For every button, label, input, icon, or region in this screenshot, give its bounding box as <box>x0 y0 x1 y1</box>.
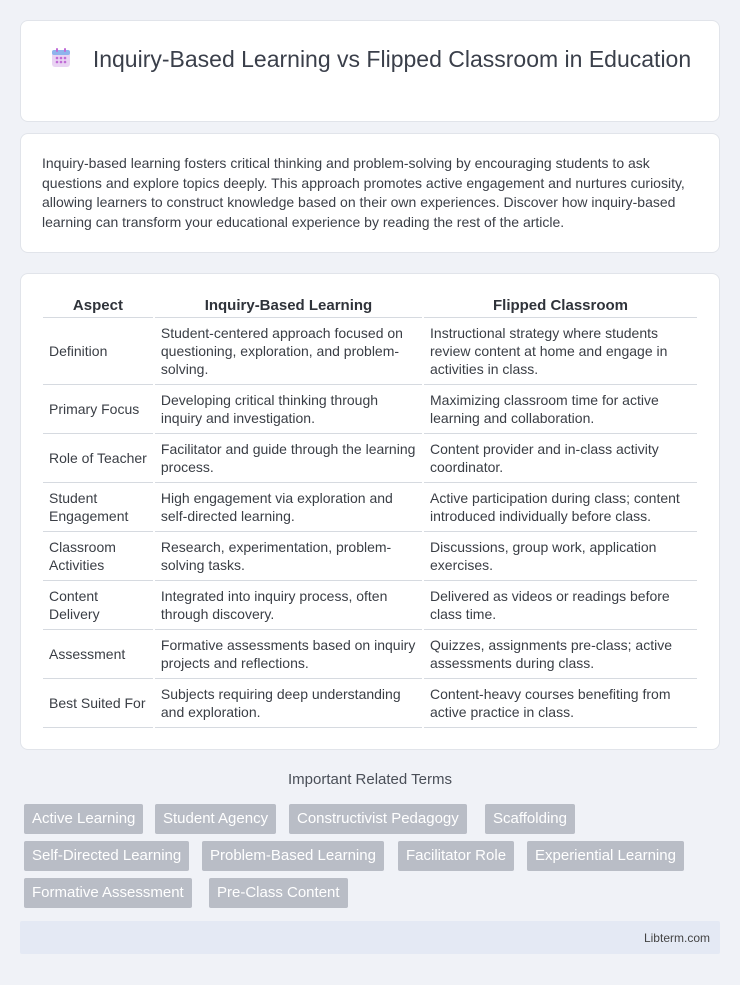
inquiry-cell: Facilitator and guide through the learning process. <box>155 434 422 483</box>
footer-site-link[interactable]: Libterm.com <box>643 931 710 945</box>
header-card <box>20 20 720 122</box>
related-term-tag[interactable]: Problem-Based Learning <box>202 841 384 871</box>
flipped-cell: Active participation during class; content introduced individually before class. <box>424 483 697 532</box>
intro-card <box>20 133 720 253</box>
inquiry-cell: Subjects requiring deep understanding and exploration. <box>155 679 422 728</box>
column-header-flipped: Flipped Classroom <box>424 296 697 318</box>
flipped-cell: Instructional strategy where students review content at home and engage in activities in class. <box>424 318 697 385</box>
inquiry-cell: Student-centered approach focused on questioning, exploration, and problem-solving. <box>155 318 422 385</box>
flipped-cell: Content provider and in-class activity coordinator. <box>424 434 697 483</box>
related-term-tag[interactable]: Constructivist Pedagogy <box>289 804 467 834</box>
inquiry-cell: Formative assessments based on inquiry projects and reflections. <box>155 630 422 679</box>
table-row <box>43 483 697 532</box>
table-row <box>43 318 697 385</box>
inquiry-cell: Integrated into inquiry process, often through discovery. <box>155 581 422 630</box>
aspect-cell: Classroom Activities <box>43 532 153 581</box>
column-header-inquiry: Inquiry-Based Learning <box>155 296 422 318</box>
aspect-cell: Assessment <box>43 630 153 679</box>
table-row <box>43 434 697 483</box>
page-title <box>21 45 719 74</box>
aspect-cell: Best Suited For <box>43 679 153 728</box>
flipped-cell: Delivered as videos or readings before class time. <box>424 581 697 630</box>
related-term-tag[interactable]: Facilitator Role <box>398 841 514 871</box>
aspect-cell: Content Delivery <box>43 581 153 630</box>
flipped-cell: Content-heavy courses benefiting from active practice in class. <box>424 679 697 728</box>
table-row <box>43 679 697 728</box>
table-row <box>43 532 697 581</box>
comparison-card <box>20 273 720 750</box>
flipped-cell: Maximizing classroom time for active learning and collaboration. <box>424 385 697 434</box>
aspect-cell: Student Engagement <box>43 483 153 532</box>
table-header-row <box>43 296 697 318</box>
inquiry-cell: Developing critical thinking through inquiry and investigation. <box>155 385 422 434</box>
related-term-tag[interactable]: Self-Directed Learning <box>24 841 189 871</box>
related-term-tag[interactable]: Pre-Class Content <box>209 878 348 908</box>
flipped-cell: Quizzes, assignments pre-class; active assessments during class. <box>424 630 697 679</box>
related-term-tag[interactable]: Experiential Learning <box>527 841 684 871</box>
flipped-cell: Discussions, group work, application exercises. <box>424 532 697 581</box>
title-text: Inquiry-Based Learning vs Flipped Classroom in Education <box>92 46 692 72</box>
inquiry-cell: Research, experimentation, problem-solving tasks. <box>155 532 422 581</box>
table-row <box>43 581 697 630</box>
inquiry-cell: High engagement via exploration and self-directed learning. <box>155 483 422 532</box>
footer-bar <box>20 921 720 954</box>
aspect-cell: Definition <box>43 318 153 385</box>
column-header-aspect: Aspect <box>43 296 153 318</box>
calendar-grid-icon <box>49 46 73 70</box>
aspect-cell: Role of Teacher <box>43 434 153 483</box>
comparison-table <box>41 296 699 728</box>
related-term-tag[interactable]: Scaffolding <box>485 804 575 834</box>
related-term-tag[interactable]: Student Agency <box>155 804 276 834</box>
intro-paragraph: Inquiry-based learning fosters critical thinking and problem-solving by encouraging students to ask questions and explore topics deeply. This approach promotes active engagement and nurtures curiosity, allowing learners to construct knowledge based on their own experiences. Discover how inquiry-based learning can transform your educational experience by reading the rest of the article. <box>42 155 685 230</box>
table-row <box>43 385 697 434</box>
aspect-cell: Primary Focus <box>43 385 153 434</box>
related-terms-title: Important Related Terms <box>288 771 452 788</box>
related-term-tag[interactable]: Formative Assessment <box>24 878 192 908</box>
table-row <box>43 630 697 679</box>
related-term-tag[interactable]: Active Learning <box>24 804 143 834</box>
